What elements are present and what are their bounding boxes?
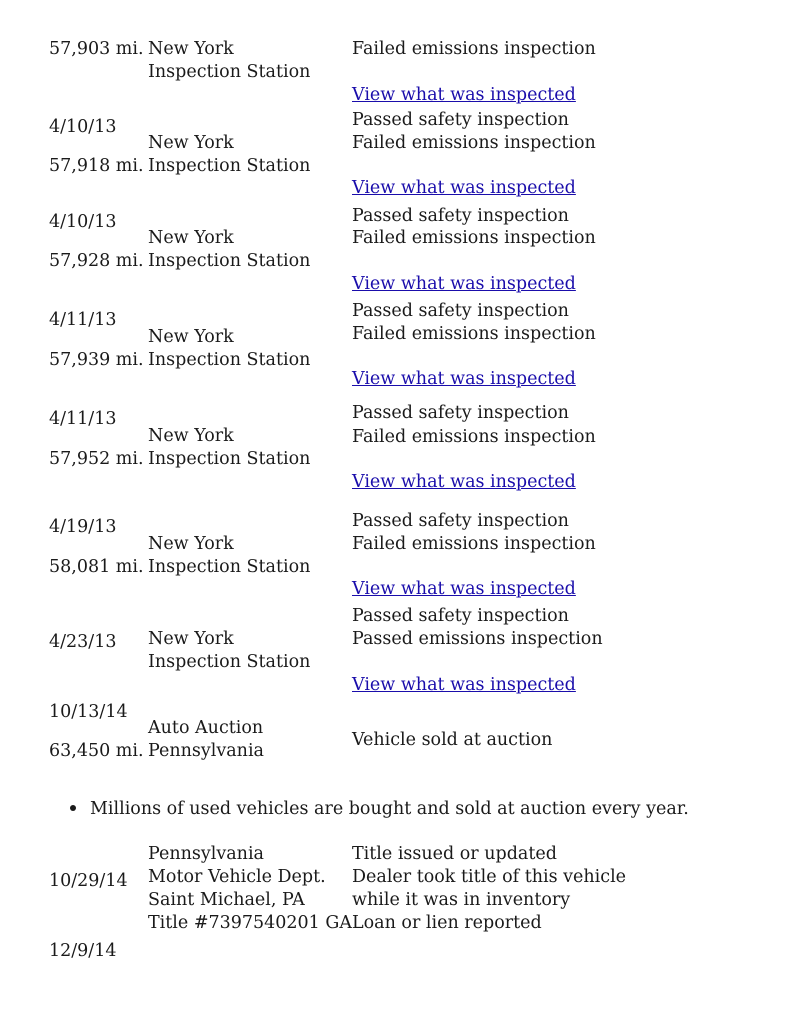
record-detail: Loan or lien reported: [352, 913, 542, 933]
view-inspection-link[interactable]: View what was inspected: [352, 675, 576, 695]
record-mileage: 63,450 mi.: [49, 741, 144, 761]
record-detail: Passed safety inspection: [352, 110, 569, 130]
record-date: 4/10/13: [49, 117, 117, 137]
view-inspection-link[interactable]: View what was inspected: [352, 369, 576, 389]
record-date: 12/9/14: [49, 941, 117, 961]
view-inspection-link[interactable]: View what was inspected: [352, 274, 576, 294]
record-location-line: Pennsylvania: [148, 741, 264, 761]
record-location-line: New York: [148, 228, 234, 248]
record-detail: Failed emissions inspection: [352, 324, 596, 344]
record-location-line: Inspection Station: [148, 449, 311, 469]
record-location-line: New York: [148, 534, 234, 554]
record-date: 4/11/13: [49, 310, 117, 330]
record-location-line: New York: [148, 629, 234, 649]
record-location-line: Motor Vehicle Dept.: [148, 867, 326, 887]
record-detail: Failed emissions inspection: [352, 39, 596, 59]
record-detail: Title issued or updated: [352, 844, 557, 864]
record-detail: Passed safety inspection: [352, 403, 569, 423]
record-location-line: New York: [148, 426, 234, 446]
record-detail: Failed emissions inspection: [352, 534, 596, 554]
record-location-line: Inspection Station: [148, 251, 311, 271]
view-inspection-link[interactable]: View what was inspected: [352, 472, 576, 492]
record-location-line: Title #7397540201 GA: [148, 913, 353, 933]
record-location-line: Auto Auction: [148, 718, 264, 738]
record-detail: Passed safety inspection: [352, 606, 569, 626]
record-detail: Dealer took title of this vehicle: [352, 867, 627, 887]
record-date: 10/13/14: [49, 702, 128, 722]
record-location-line: Inspection Station: [148, 350, 311, 370]
view-inspection-link[interactable]: View what was inspected: [352, 579, 576, 599]
record-detail: Passed safety inspection: [352, 511, 569, 531]
record-location-line: New York: [148, 133, 234, 153]
record-location-line: Inspection Station: [148, 156, 311, 176]
record-mileage: 57,928 mi.: [49, 251, 144, 271]
record-location-line: Pennsylvania: [148, 844, 264, 864]
record-date: 4/10/13: [49, 212, 117, 232]
view-inspection-link[interactable]: View what was inspected: [352, 85, 576, 105]
record-mileage: 57,939 mi.: [49, 350, 144, 370]
record-date: 4/19/13: [49, 517, 117, 537]
record-detail: Failed emissions inspection: [352, 228, 596, 248]
record-detail: Vehicle sold at auction: [352, 730, 553, 750]
record-mileage: 57,952 mi.: [49, 449, 144, 469]
record-date: 10/29/14: [49, 871, 128, 891]
auction-note-text: Millions of used vehicles are bought and sold at auction every year.: [90, 799, 689, 819]
record-date: 4/23/13: [49, 632, 117, 652]
record-mileage: 57,918 mi.: [49, 156, 144, 176]
record-location-line: Saint Michael, PA: [148, 890, 305, 910]
record-detail: while it was in inventory: [352, 890, 571, 910]
record-location-line: Inspection Station: [148, 652, 311, 672]
auction-note: [70, 798, 689, 821]
record-location-line: Inspection Station: [148, 62, 311, 82]
record-detail: Failed emissions inspection: [352, 133, 596, 153]
record-location-line: New York: [148, 327, 234, 347]
record-detail: Failed emissions inspection: [352, 427, 596, 447]
view-inspection-link[interactable]: View what was inspected: [352, 178, 576, 198]
record-location-line: New York: [148, 39, 234, 59]
record-detail: Passed safety inspection: [352, 301, 569, 321]
record-location-line: Inspection Station: [148, 557, 311, 577]
record-mileage: 58,081 mi.: [49, 557, 144, 577]
record-date: 4/11/13: [49, 409, 117, 429]
bullet-icon: [70, 805, 76, 811]
record-detail: Passed safety inspection: [352, 206, 569, 226]
record-detail: Passed emissions inspection: [352, 629, 603, 649]
record-mileage: 57,903 mi.: [49, 39, 144, 59]
